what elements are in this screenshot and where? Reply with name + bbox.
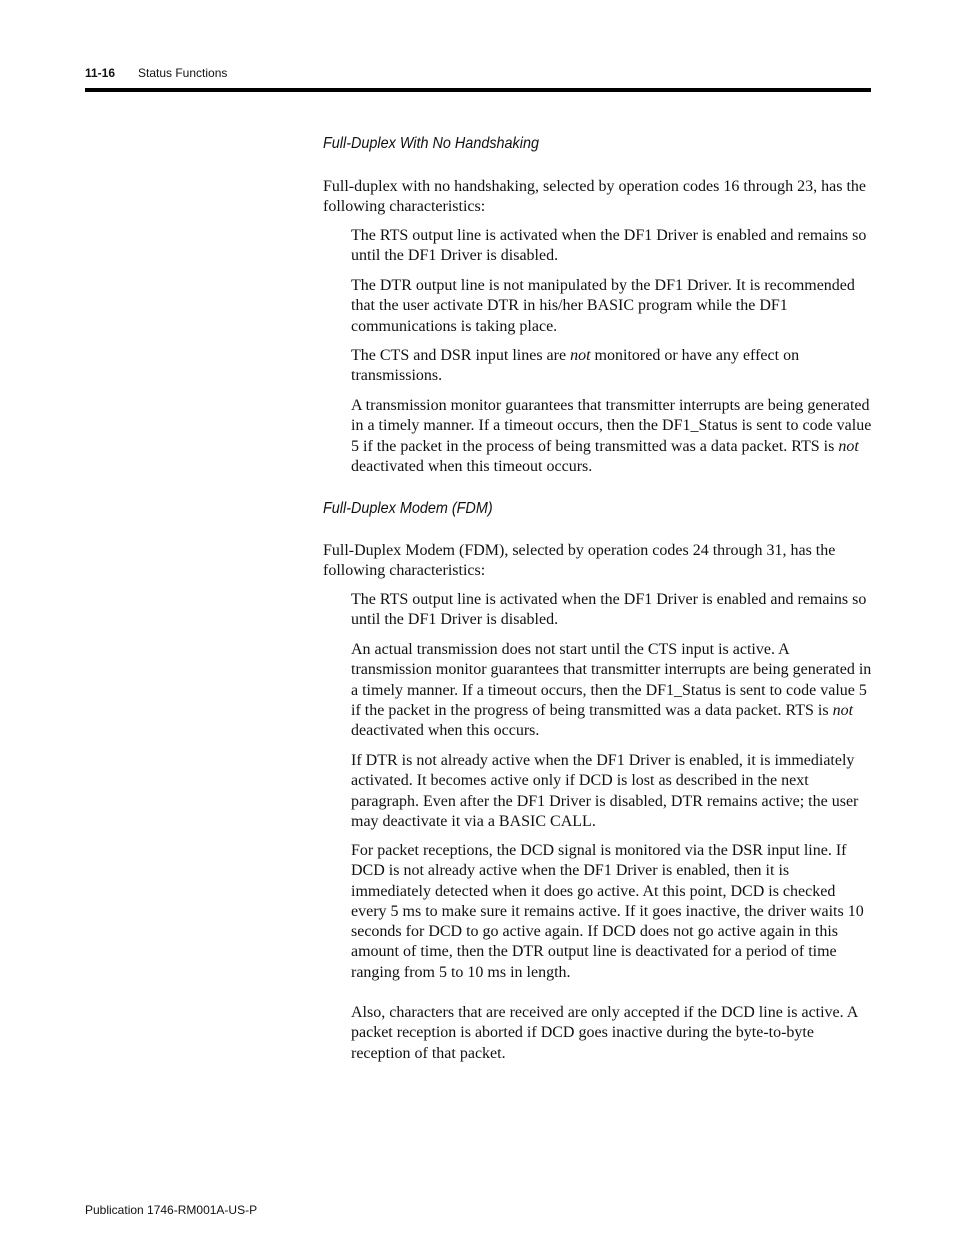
- paragraph: Full-Duplex Modem (FDM), selected by operation codes 24 through 31, has the following characteristics:: [323, 542, 836, 580]
- list-item: The RTS output line is activated when the DF1 Driver is enabled and remains so until the DF1 Driver is disabled.: [351, 591, 867, 629]
- section-heading: Full-Duplex With No Handshaking: [323, 135, 539, 152]
- list-item: If DTR is not already active when the DF1 Driver is enabled, it is immediately activated. It becomes active only if DCD is lost as described in the next paragraph. Even after the DF1 Driver is disabled, DTR remains active; the user may deactivate it via a BASIC CALL.: [351, 752, 859, 830]
- list-item: For packet receptions, the DCD signal is monitored via the DSR input line. If DCD is not already active when the DF1 Driver is enabled, then it is immediately detected when it does go active. At this point, DCD is checked every 5 ms to make sure it remains active. If it goes inactive, the driver waits 10 seconds for DCD to go active again. If DCD does not go active again in this amount of time, then the DTR output line is deactivated for a period of time ranging from 5 to 10 ms in length.: [351, 842, 864, 981]
- running-header: Status Functions: [138, 66, 228, 80]
- section-heading: Full-Duplex Modem (FDM): [323, 500, 493, 517]
- paragraph: Also, characters that are received are only accepted if the DCD line is active. A packet reception is aborted if DCD goes inactive during the byte-to-byte reception of that packet.: [351, 1004, 858, 1062]
- page-number: 11-16: [85, 66, 116, 80]
- list-item: The DTR output line is not manipulated by the DF1 Driver. It is recommended that the user activate DTR in his/her BASIC program while the DF1 communications is taking place.: [351, 277, 855, 335]
- list-item: The RTS output line is activated when the DF1 Driver is enabled and remains so until the DF1 Driver is disabled.: [351, 227, 867, 265]
- publication-footer: Publication 1746-RM001A-US-P: [85, 1203, 258, 1217]
- header-rule: [85, 88, 871, 92]
- list-item: The CTS and DSR input lines are not monitored or have any effect on transmissions.: [351, 347, 800, 385]
- paragraph: Full-duplex with no handshaking, selected by operation codes 16 through 23, has the following characteristics:: [323, 178, 867, 216]
- list-item: An actual transmission does not start until the CTS input is active. A transmission monitor guarantees that transmitter interrupts are being generated in a timely manner. If a timeout occurs, then the DF1_Status is sent to code value 5 if the packet in the progress of being transmitted was a data packet. RTS is not deactivated when this occurs.: [351, 641, 872, 740]
- list-item: A transmission monitor guarantees that transmitter interrupts are being generated in a timely manner. If a timeout occurs, then the DF1_Status is sent to code value 5 if the packet in the process of being transmitted was a data packet. RTS is not deactivated when this timeout occurs.: [351, 397, 872, 475]
